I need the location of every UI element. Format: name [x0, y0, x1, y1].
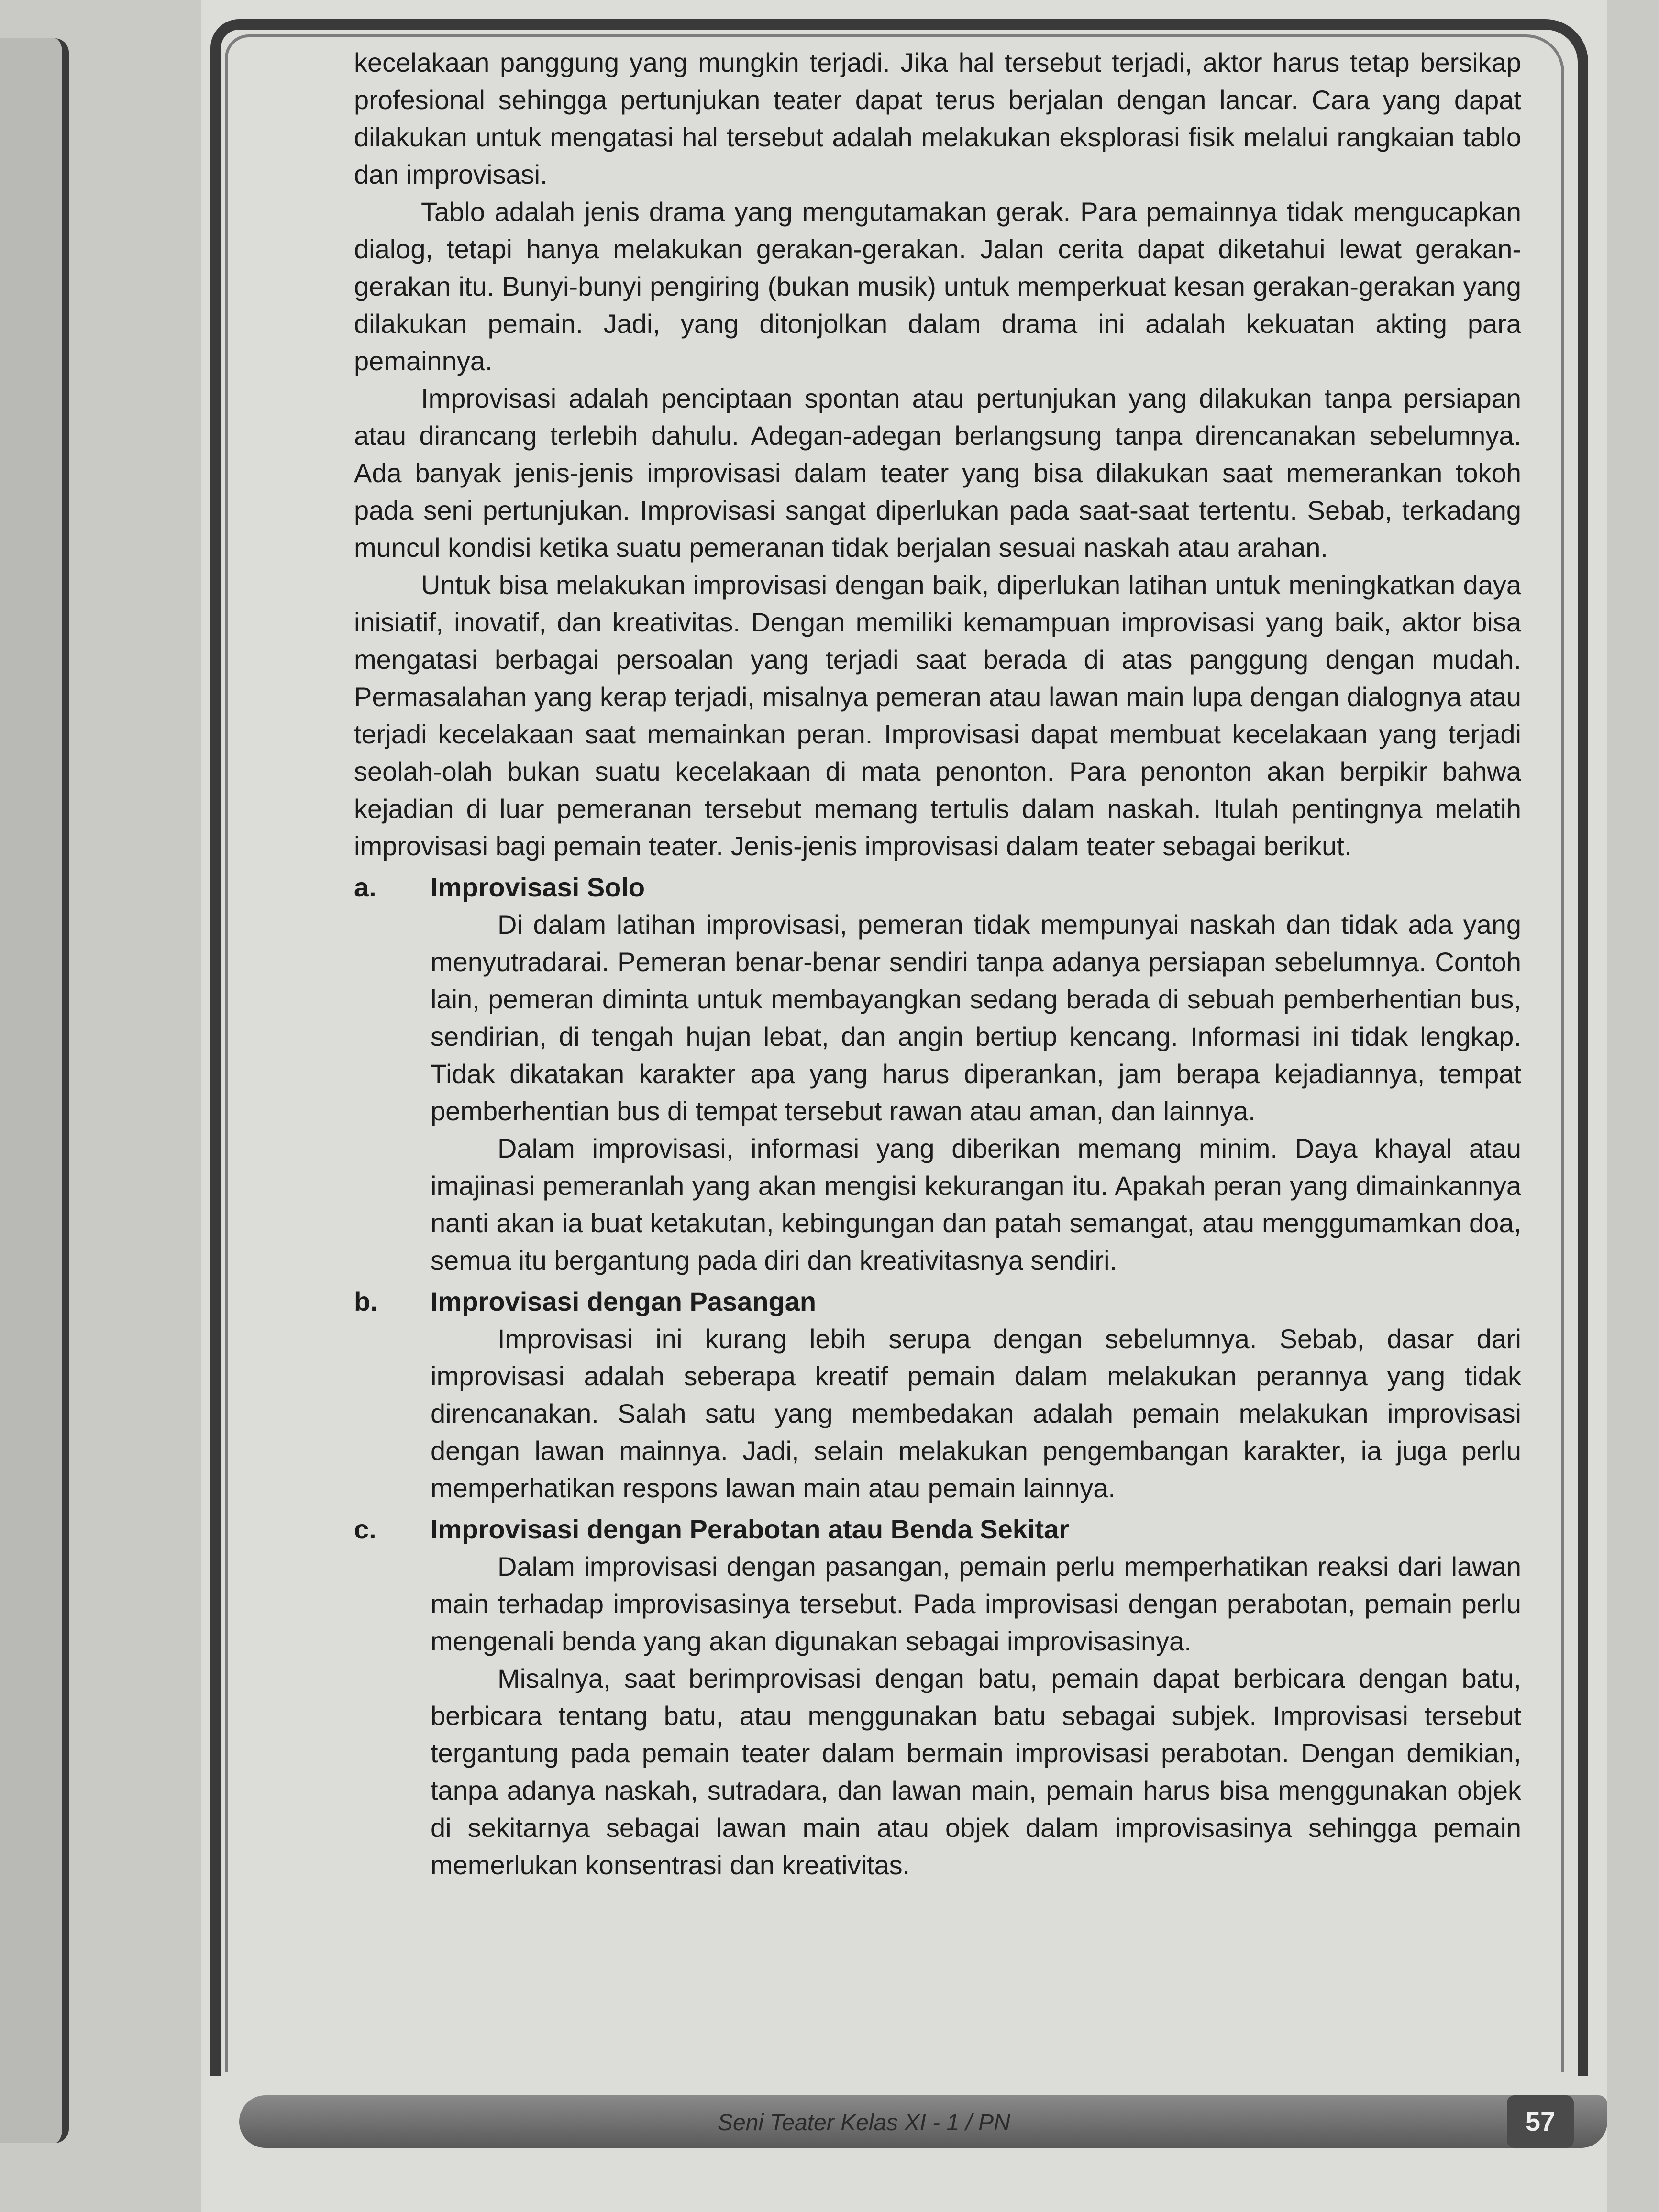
section-letter: c.	[354, 1514, 376, 1544]
section-paragraph: Improvisasi ini kurang lebih serupa dengan sebelumnya. Sebab, dasar dari improvisasi adalah seberapa kreatif pemain dalam melakukan perannya yang tidak direncanakan. Salah satu yang membedakan adalah pemain melakukan improvisasi dengan lawan mainnya. Jadi, selain melakukan pengembangan karakter, ia juga perlu memperhatikan respons lawan main atau pemain lainnya.	[431, 1324, 1521, 1503]
section-title: Improvisasi dengan Pasangan	[431, 1286, 817, 1316]
section-letter: b.	[354, 1286, 378, 1316]
paragraph-tablo: Tablo adalah jenis drama yang mengutamakan gerak. Para pemainnya tidak mengucapkan dialog, tetapi hanya melakukan gerakan-gerakan. Jalan cerita dapat diketahui lewat gerakan-gerakan itu. Bunyi-bunyi pengiring (bukan musik) untuk memperkuat kesan gerakan-gerakan yang dilakukan pemain. Jadi, yang ditonjolkan dalam drama ini adalah kekuatan akting para pemainnya.	[354, 197, 1521, 376]
paragraph-latihan: Untuk bisa melakukan improvisasi dengan baik, diperlukan latihan untuk meningkatkan daya inisiatif, inovatif, dan kreativitas. Dengan memiliki kemampuan improvisasi yang baik, aktor bisa mengatasi berbagai persoalan yang terjadi saat berada di atas panggung dengan mudah. Permasalahan yang kerap terjadi, misalnya pemeran atau lawan main lupa dengan dialognya atau terjadi kecelakaan saat memainkan peran. Improvisasi dapat membuat kecelakaan yang terjadi seolah-olah bukan suatu kecelakaan di mata penonton. Para penonton akan berpikir bahwa kejadian di luar pemeranan tersebut memang tertulis dalam naskah. Itulah pentingnya melatih improvisasi bagi pemain teater. Jenis-jenis improvisasi dalam teater sebagai berikut.	[354, 570, 1521, 861]
section-improvisasi-solo	[354, 869, 1521, 1279]
footer-book-title: Seni Teater Kelas XI - 1 / PN	[718, 2110, 1010, 2135]
section-paragraph: Di dalam latihan improvisasi, pemeran tidak mempunyai naskah dan tidak ada yang menyutradarai. Pemeran benar-benar sendiri tanpa adanya persiapan sebelumnya. Contoh lain, pemeran diminta untuk membayangkan sedang berada di sebuah pemberhentian bus, sendirian, di tengah hujan lebat, dan angin bertiup kencang. Informasi ini tidak lengkap. Tidak dikatakan karakter apa yang harus diperankan, jam berapa kejadiannya, tempat pemberhentian bus di tempat tersebut rawan atau aman, dan lainnya.	[431, 909, 1521, 1126]
section-heading	[354, 869, 1521, 906]
section-title: Improvisasi dengan Perabotan atau Benda Sekitar	[431, 1514, 1070, 1544]
paragraph-intro-1: kecelakaan panggung yang mungkin terjadi. Jika hal tersebut terjadi, aktor harus tetap bersikap profesional sehingga pertunjukan teater dapat terus berjalan dengan lancar. Cara yang dapat dilakukan untuk mengatasi hal tersebut adalah melakukan eksplorasi fisik melalui rangkaian tablo dan improvisasi.	[354, 47, 1521, 189]
section-paragraph: Dalam improvisasi dengan pasangan, pemain perlu memperhatikan reaksi dari lawan main terhadap improvisasinya tersebut. Pada improvisasi dengan perabotan, pemain perlu mengenali benda yang akan digunakan sebagai improvisasinya.	[431, 1551, 1521, 1656]
section-heading	[354, 1511, 1521, 1548]
section-paragraph: Misalnya, saat berimprovisasi dengan batu, pemain dapat berbicara dengan batu, berbicara tentang batu, atau menggunakan batu sebagai subjek. Improvisasi tersebut tergantung pada pemain teater dalam bermain improvisasi perabotan. Dengan demikian, tanpa adanya naskah, sutradara, dan lawan main, pemain harus bisa menggunakan objek di sekitarnya sebagai lawan main atau objek dalam improvisasinya sehingga pemain memerlukan konsentrasi dan kreativitas.	[431, 1663, 1521, 1880]
section-paragraph: Dalam improvisasi, informasi yang diberikan memang minim. Daya khayal atau imajinasi pemeranlah yang akan mengisi kekurangan itu. Apakah peran yang dimainkannya nanti akan ia buat ketakutan, kebingungan dan patah semangat, atau menggumamkan doa, semua itu bergantung pada diri dan kreativitasnya sendiri.	[431, 1133, 1521, 1275]
section-improvisasi-pasangan	[354, 1283, 1521, 1507]
section-heading	[354, 1283, 1521, 1320]
section-improvisasi-perabotan	[354, 1511, 1521, 1884]
page-number: 57	[1507, 2095, 1574, 2148]
section-title: Improvisasi Solo	[431, 872, 645, 902]
section-letter: a.	[354, 872, 376, 902]
paragraph-improvisasi: Improvisasi adalah penciptaan spontan atau pertunjukan yang dilakukan tanpa persiapan atau dirancang terlebih dahulu. Adegan-adegan berlangsung tanpa direncanakan sebelumnya. Ada banyak jenis-jenis improvisasi dalam teater yang bisa dilakukan saat memerankan tokoh pada seni pertunjukan. Improvisasi sangat diperlukan pada saat-saat tertentu. Sebab, terkadang muncul kondisi ketika suatu pemeranan tidak berjalan sesuai naskah atau arahan.	[354, 383, 1521, 563]
previous-page-edge	[0, 38, 69, 2143]
page-content	[354, 44, 1521, 1884]
